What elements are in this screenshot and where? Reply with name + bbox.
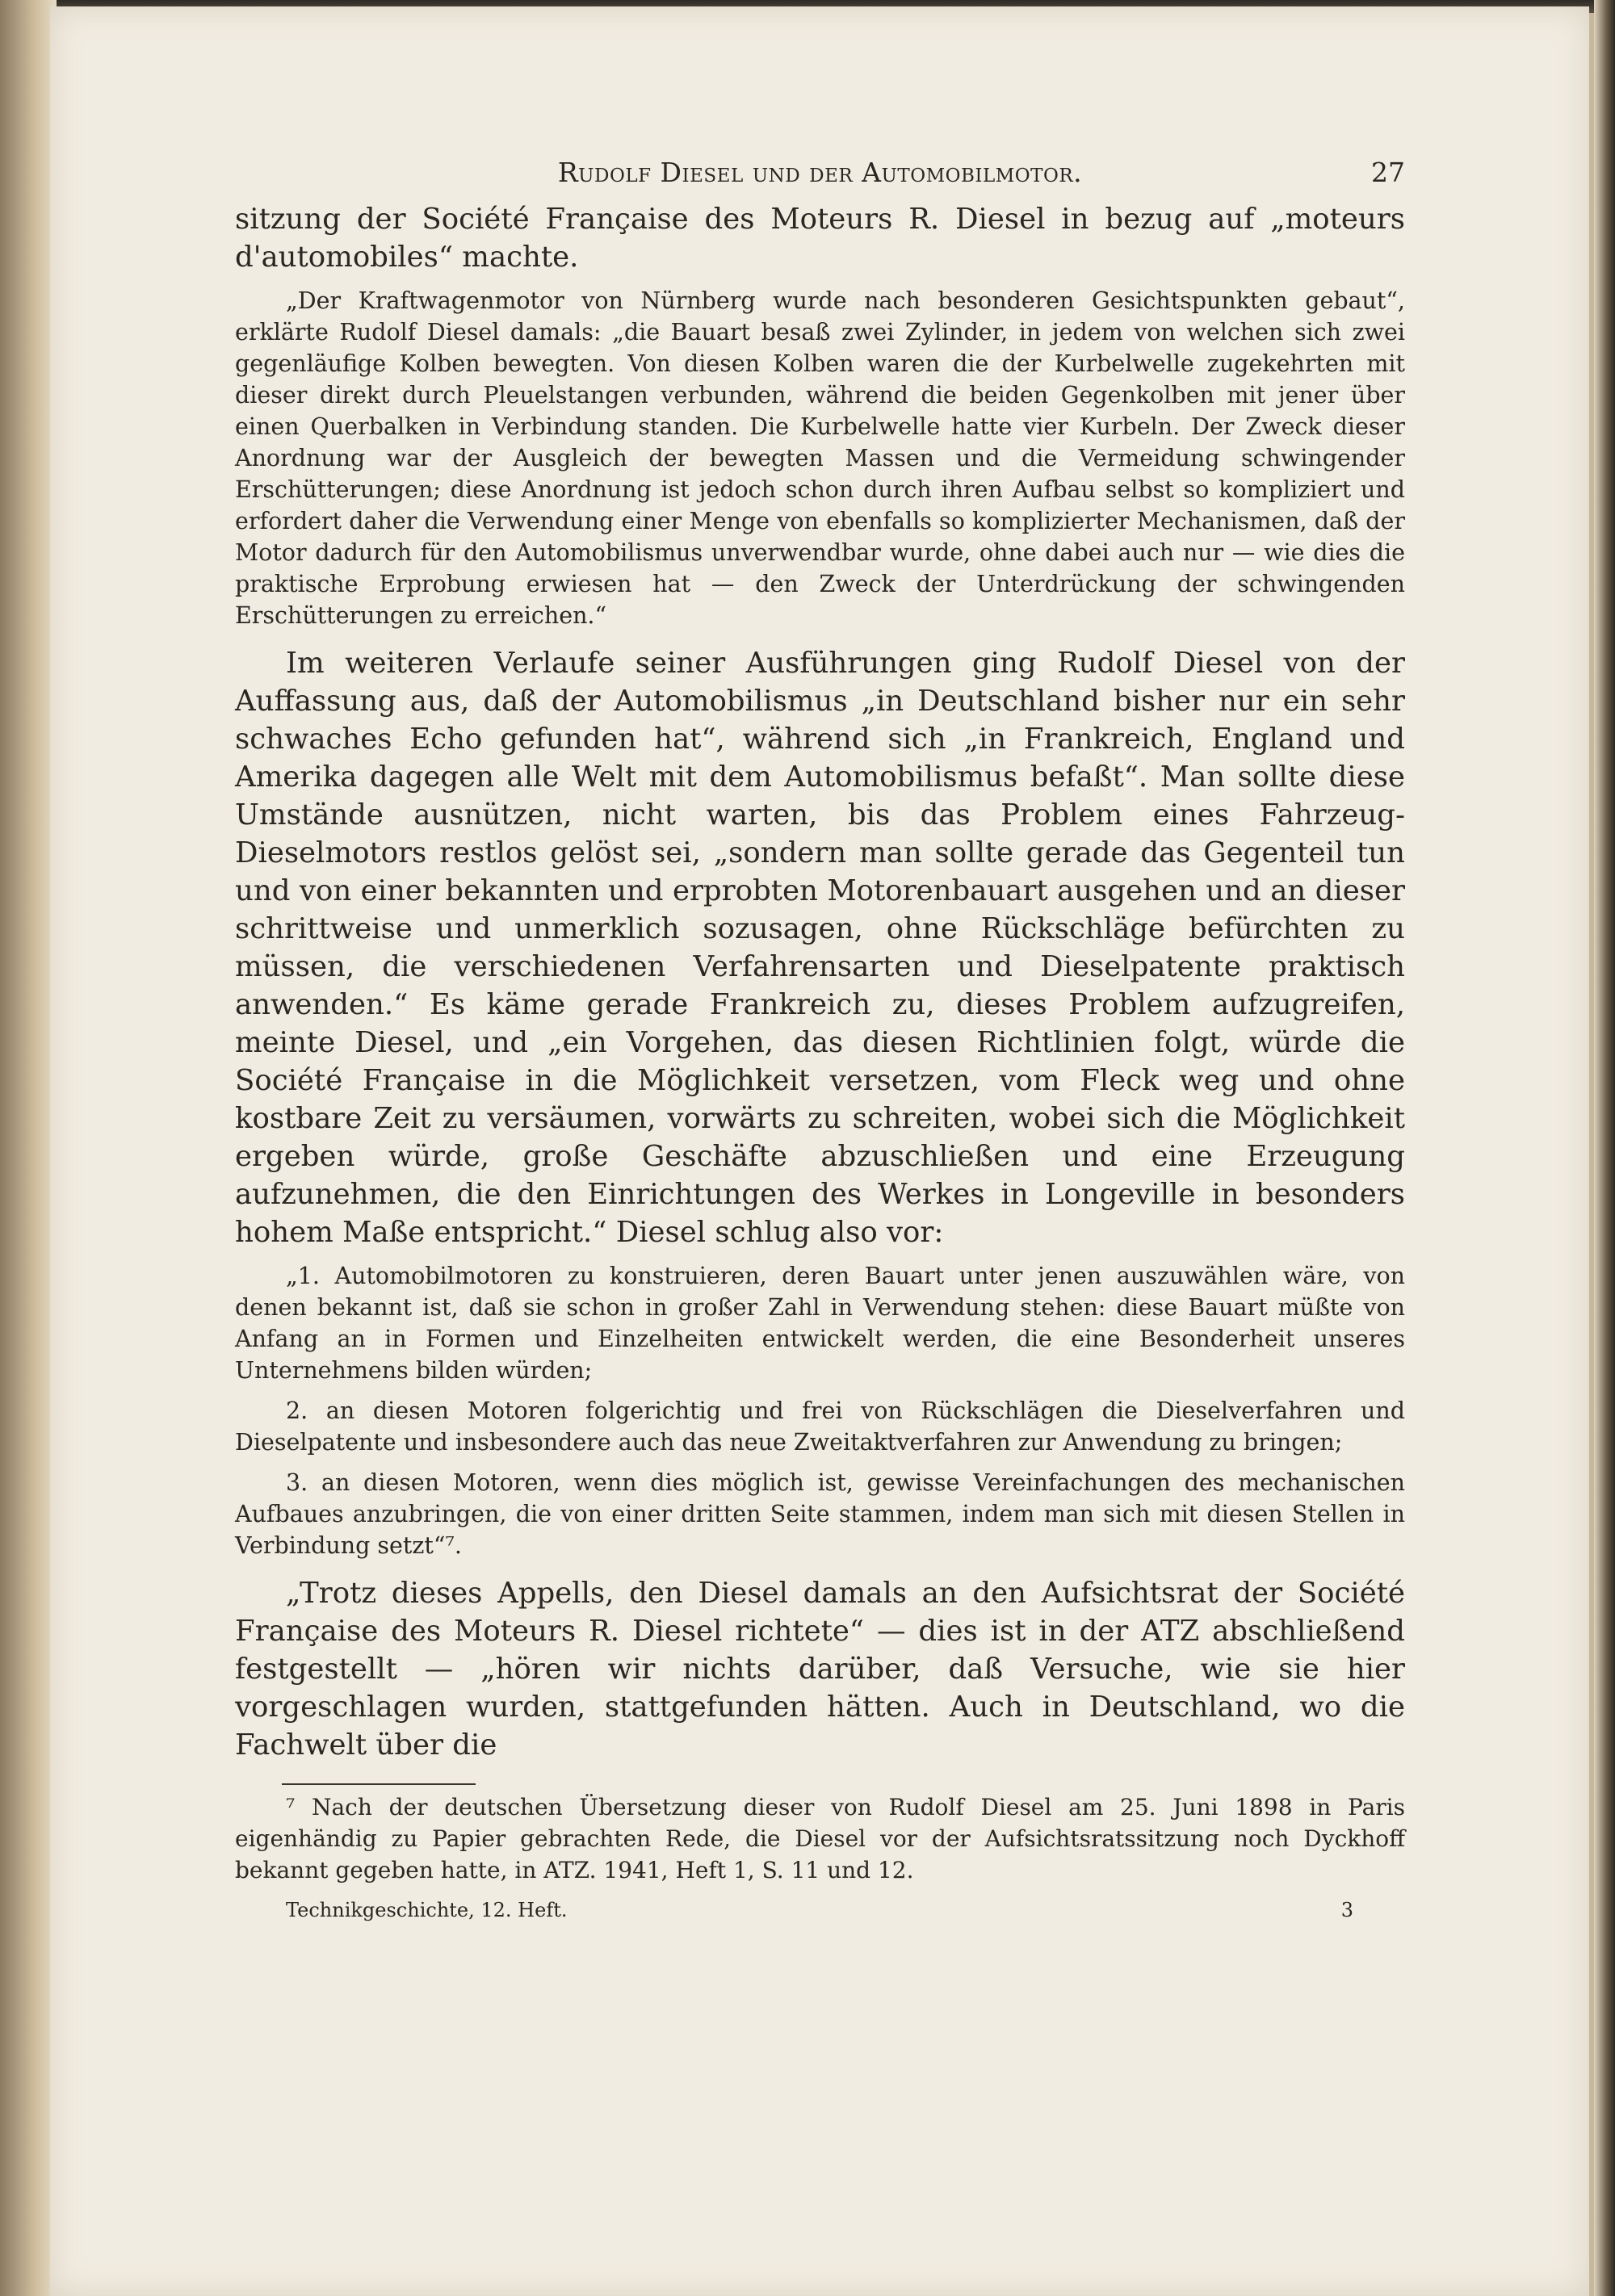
footnote-rule [282, 1783, 476, 1785]
page-number: 27 [1371, 157, 1405, 188]
list-item-2: 2. an diesen Motoren folgerichtig und frei von Rückschlägen die Dieselverfahren und Dieselpatente und insbesondere auch das neue Zweitaktverfahren zur Anwendung zu bringen; [235, 1397, 1405, 1456]
paragraph-3: „Trotz dieses Appells, den Diesel damals an den Aufsichtsrat der Société Française des Moteurs R. Diesel richtete“ — dies ist in der ATZ abschließend festgestellt — „hören wir nichts darüber, daß Versuche, wie sie hier vorgeschlagen wurden, stattgefunden hätten. Auch in Deutschland, wo die Fachwelt über die [235, 1577, 1405, 1762]
scan-edge-right [1594, 0, 1615, 2296]
paragraph-2: Im weiteren Verlaufe seiner Ausführungen ging Rudolf Diesel von der Auffassung aus, daß der Automobilismus „in Deutschland bisher nur ein sehr schwaches Echo gefunden hat“, während sich „in Frankreich, England und Amerika dagegen alle Welt mit dem Automobilismus befaßt“. Man sollte diese Umstände ausnützen, nicht warten, bis das Problem eines Fahrzeug-Dieselmotors restlos gelöst sei, „sondern man sollte gerade das Gegenteil tun und von einer bekannten und erprobten Motorenbauart ausgehen und an dieser schrittweise und unmerklich sozusagen, ohne Rückschläge befürchten zu müssen, die verschiedenen Verfahrensarten und Dieselpatente praktisch anwenden.“ Es käme gerade Frankreich zu, dieses Problem aufzugreifen, meinte Diesel, und „ein Vorgehen, das diesen Richtlinien folgt, würde die Société Française in die Möglichkeit versetzen, vom Fleck weg und ohne kostbare Zeit zu versäumen, vorwärts zu schreiten, wobei sich die Möglichkeit ergeben würde, große Geschäfte abzuschließen und eine Erzeugung aufzunehmen, die den Einrichtungen des Werkes in Longeville in besonders hohem Maße entspricht.“ Diesel schlug also vor: [235, 647, 1405, 1249]
book-page [50, 6, 1589, 2296]
page-footer [235, 1899, 1405, 1931]
scan-edge-left [0, 0, 57, 2296]
running-head [235, 152, 1405, 200]
list-item-1: „1. Automobilmotoren zu konstruieren, deren Bauart unter jenen auszuwählen wäre, von denen bekannt ist, daß sie schon in großer Zahl in Verwendung stehen: diese Bauart müßte von Anfang an in Formen und Einzelheiten entwickelt werden, die eine Besonderheit unseres Unternehmens bilden würden; [235, 1263, 1405, 1384]
list-item-3: 3. an diesen Motoren, wenn dies möglich ist, gewisse Vereinfachungen des mechanischen Aufbaues anzubringen, die von einer dritten Seite stammen, indem man sich mit diesen Stellen in Verbindung setzt“⁷. [235, 1469, 1405, 1559]
running-head-title: Rudolf Diesel und der Automobilmotor. [557, 157, 1083, 188]
quote-paragraph: „Der Kraftwagenmotor von Nürnberg wurde nach besonderen Gesichtspunkten gebaut“, erklärte Rudolf Diesel damals: „die Bauart besaß zwei Zylinder, in jedem von welchen sich zwei gegenläufige Kolben bewegten. Von diesen Kolben waren die der Kurbelwelle zugekehrten mit dieser direkt durch Pleuelstangen verbunden, während die beiden Gegenkolben mit jener über einen Querbalken in Verbindung standen. Die Kurbelwelle hatte vier Kurbeln. Der Zweck dieser Anordnung war der Ausgleich der bewegten Massen und die Vermeidung schwingender Erschütterungen; diese Anordnung ist jedoch schon durch ihren Aufbau selbst so kompliziert und erfordert daher die Verwendung einer Menge von ebenfalls so komplizierter Mechanismen, daß der Motor dadurch für den Automobilismus unverwendbar wurde, ohne dabei auch nur — wie dies die praktische Erprobung erwiesen hat — den Zweck der Unterdrückung der schwingenden Erschütterungen zu erreichen.“ [235, 287, 1405, 629]
footnote: ⁷ Nach der deutschen Übersetzung dieser von Rudolf Diesel am 25. Juni 1898 in Paris eigenhändig zu Papier gebrachten Rede, die Diesel vor der Aufsichtsratssitzung noch Dyckhoff bekannt gegeben hatte, in ATZ. 1941, Heft 1, S. 11 und 12. [235, 1794, 1405, 1883]
paragraph-1: sitzung der Société Française des Moteurs R. Diesel in bezug auf „moteurs d'automobiles“ machte. [235, 203, 1405, 274]
footer-journal: Technikgeschichte, 12. Heft. [286, 1899, 568, 1921]
footer-signature: 3 [1340, 1899, 1353, 1921]
text-column [235, 152, 1405, 1931]
